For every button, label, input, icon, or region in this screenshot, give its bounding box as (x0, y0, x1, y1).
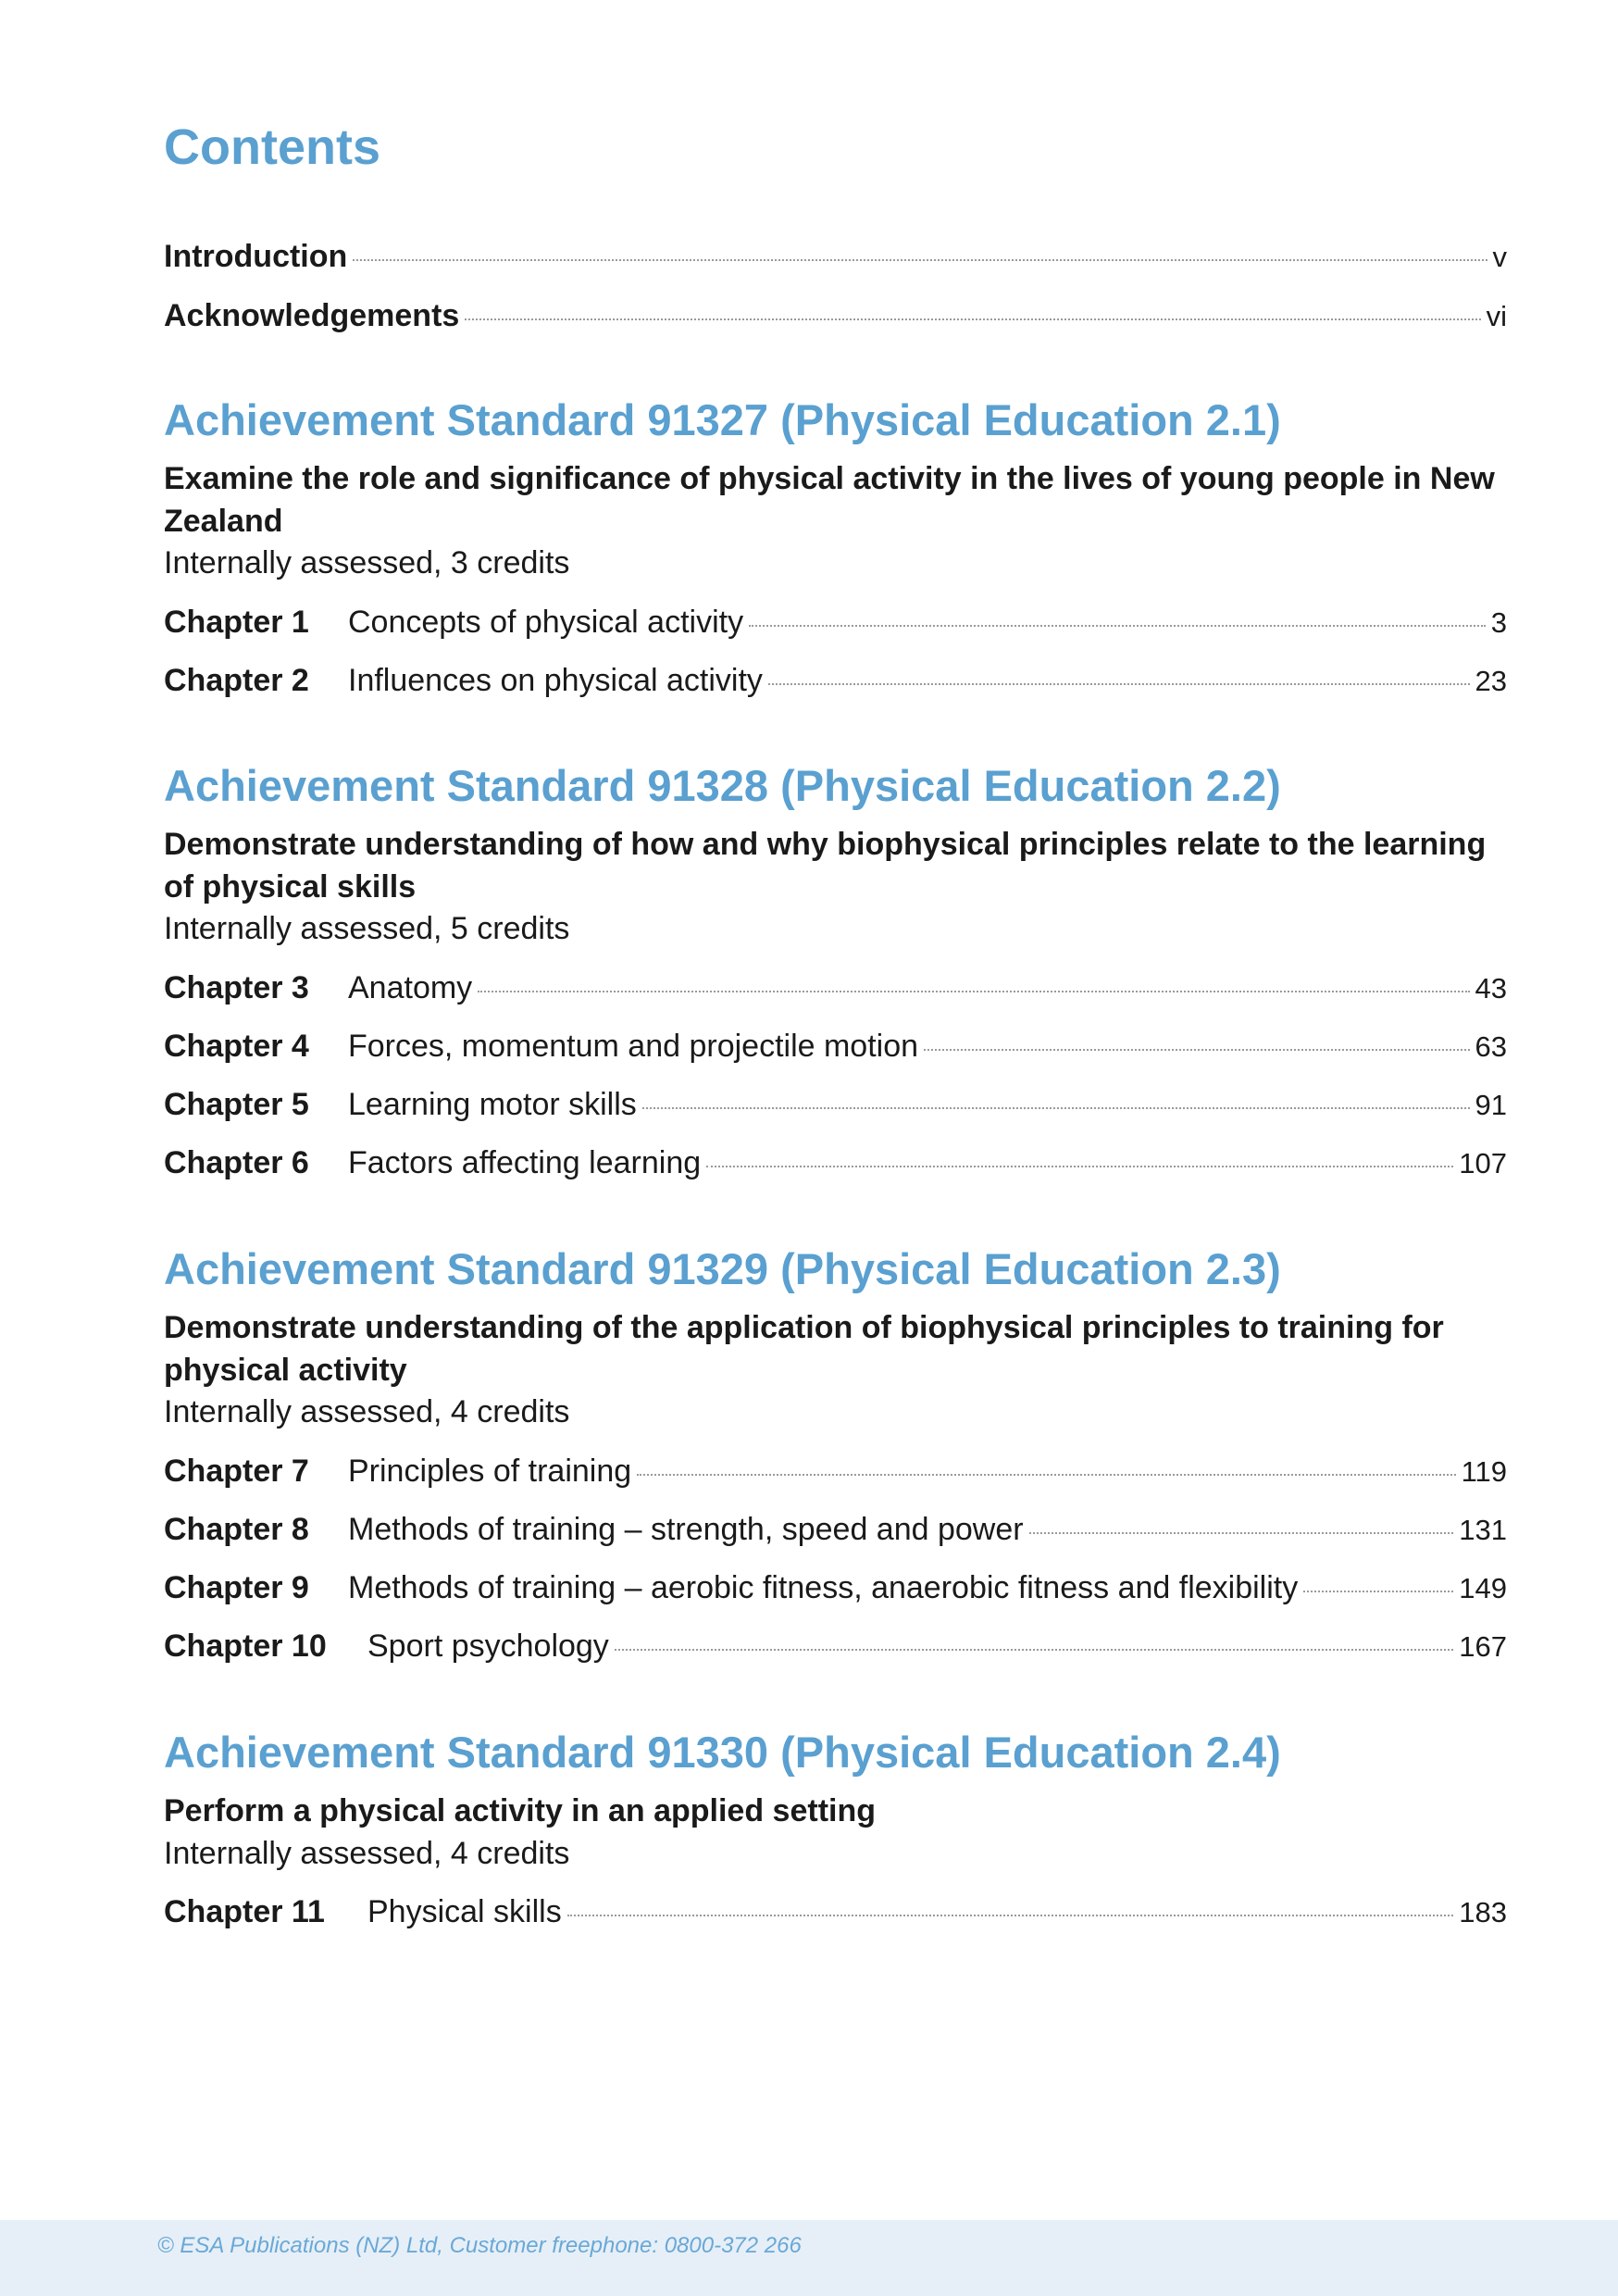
standard-heading: Achievement Standard 91327 (Physical Education 2.1) (164, 395, 1281, 444)
toc-page-number: 63 (1475, 1030, 1507, 1063)
chapter-number: Chapter 11 (164, 1894, 325, 1929)
toc-chapter-3[interactable] (164, 967, 1507, 1008)
chapter-title: Concepts of physical activity (348, 605, 744, 640)
standard-description: Demonstrate understanding of the application of biophysical principles to training for physical activity (164, 1310, 1444, 1388)
toc-chapter-11[interactable] (164, 1891, 1507, 1932)
toc-page-number: 3 (1490, 606, 1507, 639)
standard-description: Perform a physical activity in an applied setting (164, 1793, 877, 1828)
toc-page-number: vi (1486, 300, 1507, 332)
toc-page-number: 183 (1459, 1896, 1507, 1928)
dot-leader (1029, 1532, 1454, 1534)
toc-chapter-10[interactable] (164, 1626, 1507, 1666)
toc-entry-label: Acknowledgements (164, 298, 460, 333)
toc-chapter-8[interactable] (164, 1509, 1507, 1550)
chapter-title: Influences on physical activity (348, 663, 763, 698)
toc-page-number: 91 (1475, 1089, 1507, 1121)
toc-chapter-6[interactable] (164, 1142, 1507, 1183)
standard-assessment: Internally assessed, 5 credits (164, 911, 570, 946)
toc-page-number: 107 (1459, 1147, 1507, 1179)
chapter-number: Chapter 10 (164, 1628, 327, 1664)
toc-page-number: 167 (1459, 1630, 1507, 1663)
dot-leader (924, 1049, 1469, 1051)
toc-chapter-1[interactable] (164, 602, 1507, 643)
footer-copyright: © ESA Publications (NZ) Ltd, Customer freephone: 0800-372 266 (157, 2233, 802, 2258)
chapter-number: Chapter 9 (164, 1570, 309, 1605)
chapter-title: Principles of training (348, 1454, 632, 1489)
standard-heading: Achievement Standard 91330 (Physical Education 2.4) (164, 1728, 1281, 1777)
chapter-number: Chapter 2 (164, 663, 309, 698)
toc-page-number: v (1492, 241, 1507, 273)
dot-leader (642, 1107, 1470, 1109)
standard-description: Examine the role and significance of physical activity in the lives of young people in New Zealand (164, 461, 1495, 539)
standard-description: Demonstrate understanding of how and why biophysical principles relate to the learning of physical skills (164, 827, 1487, 905)
toc-entry-acknowledgements[interactable] (164, 295, 1507, 336)
toc-entry-introduction[interactable] (164, 236, 1507, 277)
chapter-number: Chapter 3 (164, 970, 309, 1005)
toc-chapter-2[interactable] (164, 660, 1507, 701)
chapter-title: Methods of training – strength, speed and power (348, 1512, 1024, 1547)
toc-page-number: 23 (1475, 665, 1507, 697)
dot-leader (567, 1915, 1454, 1916)
page-title: Contents (164, 119, 380, 175)
chapter-number: Chapter 8 (164, 1512, 309, 1547)
dot-leader (465, 318, 1480, 320)
dot-leader (768, 683, 1470, 685)
chapter-title: Physical skills (367, 1894, 562, 1929)
standard-assessment: Internally assessed, 4 credits (164, 1394, 570, 1429)
chapter-number: Chapter 1 (164, 605, 309, 640)
chapter-number: Chapter 7 (164, 1454, 309, 1489)
standard-heading: Achievement Standard 91328 (Physical Education 2.2) (164, 761, 1281, 810)
dot-leader (1303, 1591, 1453, 1592)
dot-leader (478, 991, 1469, 992)
dot-leader (706, 1166, 1453, 1167)
toc-chapter-9[interactable] (164, 1567, 1507, 1608)
chapter-title: Sport psychology (367, 1628, 609, 1664)
toc-page-number: 131 (1459, 1514, 1507, 1546)
toc-chapter-5[interactable] (164, 1084, 1507, 1125)
dot-leader (749, 625, 1486, 627)
toc-chapter-7[interactable] (164, 1451, 1507, 1491)
chapter-title: Learning motor skills (348, 1087, 637, 1122)
dot-leader (615, 1649, 1453, 1651)
standard-heading: Achievement Standard 91329 (Physical Education 2.3) (164, 1244, 1281, 1293)
standard-assessment: Internally assessed, 3 credits (164, 545, 570, 580)
dot-leader (637, 1474, 1455, 1476)
chapter-title: Methods of training – aerobic fitness, anaerobic fitness and flexibility (348, 1570, 1299, 1605)
toc-page-number: 119 (1461, 1455, 1507, 1488)
chapter-number: Chapter 5 (164, 1087, 309, 1122)
chapter-title: Anatomy (348, 970, 473, 1005)
chapter-number: Chapter 4 (164, 1029, 309, 1064)
dot-leader (353, 259, 1487, 261)
toc-page-number: 149 (1459, 1572, 1507, 1604)
toc-entry-label: Introduction (164, 239, 348, 274)
chapter-number: Chapter 6 (164, 1145, 309, 1180)
chapter-title: Forces, momentum and projectile motion (348, 1029, 919, 1064)
standard-assessment: Internally assessed, 4 credits (164, 1836, 570, 1871)
chapter-title: Factors affecting learning (348, 1145, 702, 1180)
toc-page-number: 43 (1475, 972, 1507, 1004)
toc-chapter-4[interactable] (164, 1026, 1507, 1067)
